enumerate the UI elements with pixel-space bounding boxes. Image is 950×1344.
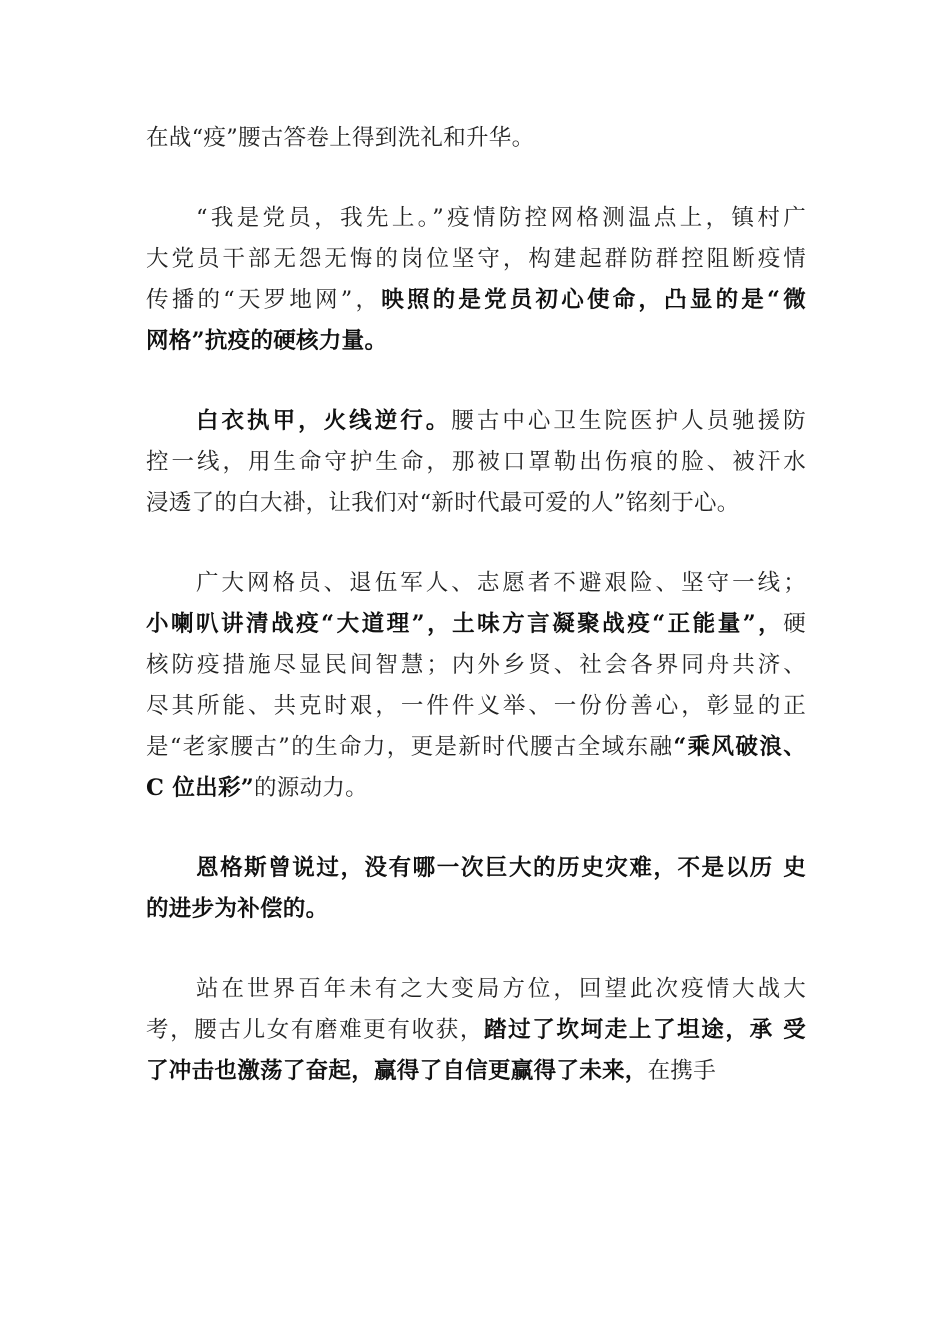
text-line	[146, 321, 806, 362]
body-text: 在战“疫”腰古答卷上得到洗礼和升华。	[146, 125, 535, 151]
bold-text: 的进步为补偿的。	[146, 896, 329, 922]
paragraph	[146, 969, 806, 1092]
body-text: 尽其所能、共克时艰，一件件义举、一份份善心，彰显的正	[146, 693, 806, 719]
paragraph	[146, 198, 806, 362]
document-body	[146, 118, 806, 1131]
text-line	[146, 969, 806, 1010]
body-text: 的源动力。	[253, 775, 368, 801]
body-text: 是“老家腰古”的生命力，更是新时代腰古全域东融	[146, 734, 674, 760]
body-text: 控一线，用生命守护生命，那被口罩勒出伤痕的脸、被汗水	[146, 449, 806, 475]
body-text: 大党员干部无怨无悔的岗位坚守，构建起群防群控阻断疫情	[146, 246, 806, 272]
body-text: 传播的“天罗地网”，	[146, 287, 382, 313]
text-line	[146, 198, 806, 239]
paragraph	[146, 118, 806, 159]
paragraph	[146, 563, 806, 809]
bold-text: C 位出彩”	[146, 775, 254, 801]
bold-text: 白衣执甲，火线逆行。	[196, 408, 452, 434]
text-line	[146, 889, 806, 930]
bold-text: 映照的是党员初心使命，凸显的是“微	[381, 287, 806, 313]
body-text: 硬	[783, 611, 806, 637]
text-line	[146, 118, 806, 159]
text-line	[146, 604, 806, 645]
bold-text: “乘风破浪、	[673, 734, 807, 760]
text-line	[146, 483, 806, 524]
body-text: 核防疫措施尽显民间智慧；内外乡贤、社会各界同舟共济、	[146, 652, 806, 678]
text-line	[146, 645, 806, 686]
text-line	[146, 442, 806, 483]
text-line	[146, 727, 806, 768]
text-line	[146, 401, 806, 442]
text-line	[146, 563, 806, 604]
bold-text: 了冲击也激荡了奋起，赢得了自信更赢得了未来，	[146, 1058, 648, 1084]
text-line	[146, 768, 806, 809]
paragraph	[146, 848, 806, 930]
bold-text: 小喇叭讲清战疫“大道理”，土味方言凝聚战疫“正能量”，	[146, 611, 784, 637]
text-line	[146, 686, 806, 727]
body-text: 站在世界百年未有之大变局方位，回望此次疫情大战大	[196, 976, 806, 1002]
text-line	[146, 1051, 806, 1092]
bold-text: 踏过了坎坷走上了坦途，承 受	[484, 1017, 806, 1043]
text-line	[146, 239, 806, 280]
text-line	[146, 848, 806, 889]
body-text: 考，腰古儿女有磨难更有收获，	[146, 1017, 484, 1043]
body-text: “我是党员，我先上。”疫情防控网格测温点上，镇村广	[196, 205, 806, 231]
paragraph	[146, 401, 806, 524]
text-line	[146, 280, 806, 321]
text-line	[146, 1010, 806, 1051]
body-text: 在携手	[647, 1058, 717, 1084]
body-text: 广大网格员、退伍军人、志愿者不避艰险、坚守一线；	[196, 570, 806, 596]
body-text: 浸透了的白大褂，让我们对“新时代最可爱的人”铭刻于心。	[146, 490, 740, 516]
bold-text: 恩格斯曾说过，没有哪一次巨大的历史灾难，不是以历 史	[196, 855, 806, 881]
bold-text: 网格”抗疫的硬核力量。	[146, 328, 388, 354]
body-text: 腰古中心卫生院医护人员驰援防	[451, 408, 806, 434]
